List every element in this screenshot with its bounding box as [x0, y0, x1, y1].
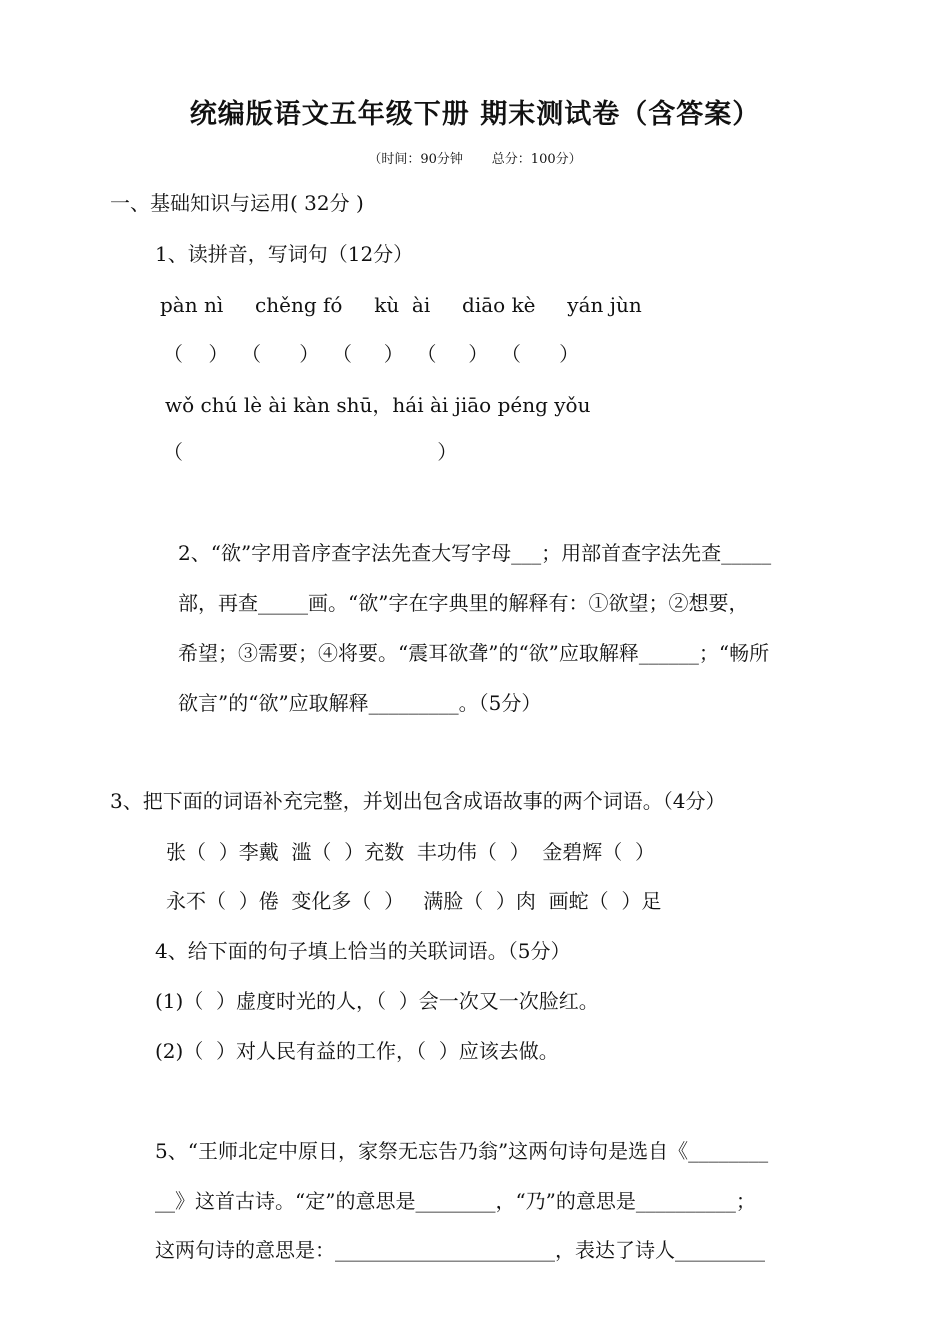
question-2-line-2: 部，再查_____画。“欲”字在字典里的解释有：①欲望；②想要， [178, 591, 749, 615]
question-4-title: 4、给下面的句子填上恰当的关联词语。（5分） [155, 939, 571, 963]
section-heading: 一、基础知识与运用( 32分 ) [110, 191, 364, 215]
question-5-line-3: 这两句诗的意思是：______________________，表达了诗人_________ [155, 1238, 765, 1262]
question-3-row-2: 永不（ ）倦 变化多（ ） 满脸（ ）肉 画蛇（ ）足 [166, 889, 662, 913]
question-1-sentence-pinyin: wǒ chú lè ài kàn shū，hái ài jiāo péng yǒu [165, 393, 591, 417]
question-4-item-1: (1)（ ）虚度时光的人，（ ）会一次又一次脸红。 [155, 989, 599, 1013]
question-2-line-3: 希望；③需要；④将要。“震耳欲聋”的“欲”应取解释______；“畅所 [178, 641, 770, 665]
question-5-line-2: __》这首古诗。“定”的意思是________，“乃”的意思是__________； [155, 1189, 756, 1213]
question-2-line-1: 2、“欲”字用音序查字法先查大写字母___；用部首查字法先查_____ [178, 541, 772, 565]
exam-info: （时间：90分钟 总分：100分） [368, 152, 582, 167]
page-title: 统编版语文五年级下册 期末测试卷（含答案） [189, 99, 761, 130]
question-3-row-1: 张（ ）李戴 滥（ ）充数 丰功伟（ ） 金碧辉（ ） [166, 840, 656, 864]
question-1-title: 1、读拼音，写词句（12分） [155, 242, 414, 266]
question-2-line-4: 欲言”的“欲”应取解释_________。（5分） [178, 691, 542, 715]
question-3-title: 3、把下面的词语补充完整，并划出包含成语故事的两个词语。（4分） [110, 789, 726, 813]
question-1-pinyin-words: pàn nì chěng fó kù ài diāo kè yán jùn [160, 293, 642, 317]
question-5-line-1: 5、“王师北定中原日，家祭无忘告乃翁”这两句诗句是选自《________ [155, 1139, 769, 1163]
question-1-sentence-bracket: （ ） [163, 440, 458, 464]
question-1-answer-brackets: （ ） （ ） （ ） （ ） （ ） [163, 342, 580, 366]
question-4-item-2: (2)（ ）对人民有益的工作，（ ）应该去做。 [155, 1039, 559, 1063]
